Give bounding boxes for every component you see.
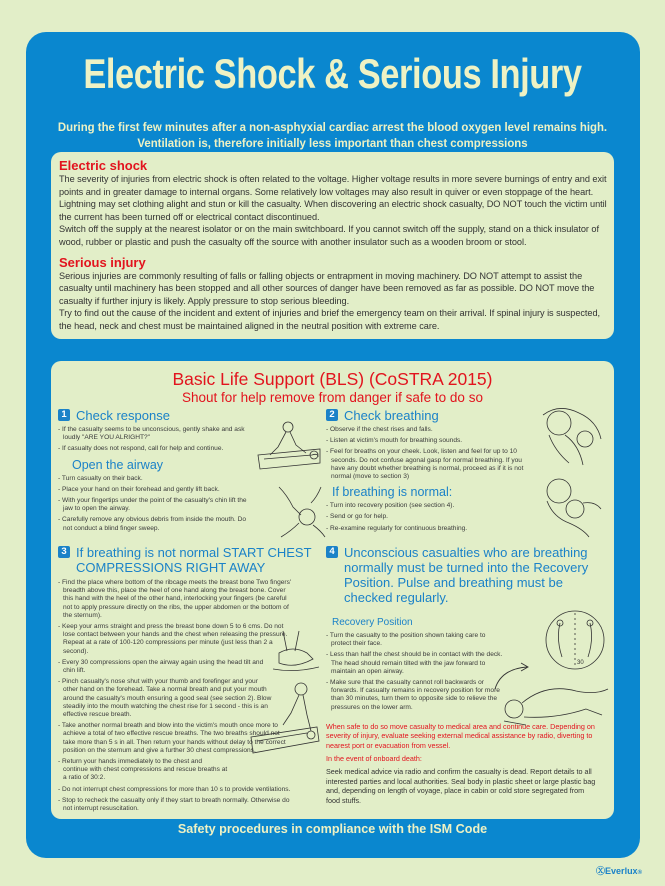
- step-4-sub-item: - Make sure that the casualty cannot roll backwards or forwards. If casualty remains in recovery position for more than 30 minutes, turn them to opposite side to relieve the pressures on the lower arm.: [326, 679, 506, 712]
- intro-text: [27, 119, 639, 151]
- serious-injury-para-1: Serious injuries are commonly resulting of falls or falling objects or entrapment in moving machinery. DO NOT attempt to assist the casualty until machinery has been stopped and all other sources of danger have been removed as far as possible. DO NOT move the casualty if further injury is likely. Apply pressure to stop serious bleeding.: [59, 270, 595, 306]
- death-heading: In the event of onboard death:: [326, 754, 422, 764]
- step-2-item: - Feel for breaths on your cheek. Look, listen and feel for up to 10 seconds. Do not confuse agonal gasp for normal breathing. If you have any doubt whether breathing is normal, proceed as if it is not normal (move to section 3): [326, 448, 536, 481]
- check-breathing-illustration: [539, 405, 605, 469]
- recovery-dial-illustration: [544, 609, 606, 671]
- step-3-item: - Do not interrupt chest compressions for more than 10 s to provide ventilations.: [58, 786, 293, 794]
- brand-logo: [596, 864, 642, 877]
- step-3-badge: 3: [58, 546, 70, 558]
- page-title: Electric Shock & Serious Injury: [83, 50, 582, 97]
- step-3-item: - Every 30 compressions open the airway again using the head tilt and chin lift.: [58, 659, 273, 675]
- step-1-item: - If casualty does not respond, call for help and continue.: [58, 445, 248, 453]
- step-3-item: - Keep your arms straight and press the breast bone down 5 to 6 cms. Do not lose contact between your hands and the chest when releasing the pressure. Repeat at a rate of 100-120 compressions per minute (just less than 2 a second).: [58, 623, 293, 656]
- bls-panel: [51, 361, 614, 819]
- step-2-item: - Listen at victim's mouth for breathing sounds.: [326, 437, 536, 445]
- step-3-item: - Take another normal breath and blow into the victim's mouth once more to achieve a total of two effective rescue breaths. The two breaths should not take more than 5 s in all. Then return your hands without delay to the correct position on the sternum and give a further 30 chest compressions.: [58, 722, 293, 755]
- intro-line-2: Ventilation is, therefore initially less important than chest compressions: [137, 136, 528, 150]
- registered-mark: ®: [637, 870, 642, 876]
- electric-shock-section: [59, 158, 609, 249]
- step-2-sub-item: - Turn into recovery position (see section 4).: [326, 502, 536, 510]
- cpr-illustration: [247, 679, 321, 763]
- electric-shock-para-2: Switch off the supply at the nearest isolator or on the main switchboard. If you cannot switch off the supply, stand on a thick insulator of wood, rubber or plastic and push the casualty off the source with another insulator such as a wooden broom or stool.: [59, 224, 599, 247]
- recovery-position-illustration: [496, 679, 611, 729]
- step-2-item: - Observe if the chest rises and falls.: [326, 426, 536, 434]
- step-1-sub-item: - Turn casualty on their back.: [58, 475, 248, 483]
- care-note: When safe to do so move casualty to medical area and continue care. Depending on severity of injury, evaluate seeking external medical assistance by radio, diverting to nearest port or evacuation from vessel.: [326, 721, 595, 750]
- serious-injury-para-2: Try to find out the cause of the incident and extent of injuries and brief the emergency team on their arrival. If spinal injury is suspected, the head, neck and chest must be maintained aligned in the neutral position with extreme care.: [59, 308, 601, 331]
- everlux-logo-icon: Ⓧ: [596, 866, 606, 876]
- step-3-item: - Return your hands immediately to the chest and continue with chest compressions and rescue breaths at a ratio of 30:2.: [58, 758, 228, 783]
- footer-text: Safety procedures in compliance with the ISM Code: [177, 822, 488, 836]
- brand-name: Everlux: [605, 866, 638, 876]
- dial-label: 30: [577, 660, 584, 666]
- step-4-badge: 4: [326, 546, 338, 558]
- breathing-check-illustration: [539, 477, 605, 539]
- step-1-check-response: [58, 408, 248, 536]
- serious-injury-section: [59, 255, 609, 333]
- step-1-subheading: Open the airway: [72, 457, 164, 472]
- step-2-sub-item: - Send or go for help.: [326, 513, 536, 521]
- open-airway-illustration: [277, 485, 327, 539]
- step-2-sub-item: - Re-examine regularly for continuous breathing.: [326, 525, 536, 533]
- step-3-item: - Stop to recheck the casualty only if they start to breath normally. Otherwise do not interrupt resuscitation.: [58, 797, 293, 813]
- step-4-sub-item: - Less than half the chest should be in contact with the deck. The head should remain tilted with the jaw forward to maintain an open airway.: [326, 651, 506, 676]
- step-1-sub-item: - Carefully remove any obvious debris from inside the mouth. Do not conduct a blind finger sweep.: [58, 516, 248, 532]
- step-1-heading: Check response: [76, 408, 170, 423]
- check-response-illustration: [256, 419, 322, 479]
- step-1-sub-item: - With your fingertips under the point of the casualty's chin lift the jaw to open the airway.: [58, 497, 248, 513]
- step-1-sub-item: - Place your hand on their forehead and gently lift back.: [58, 486, 248, 494]
- death-text: Seek medical advice via radio and confirm the casualty is dead. Report details to all interested parties and local authorities. Seal body in plastic sheet or large plastic bag and, depending on length of voyage, place in cabin or cold store segregated from food stuffs.: [326, 767, 596, 805]
- step-4-heading: Unconscious casualties who are breathing normally must be turned into the Recovery Position. Pulse and breathing must be checked regularly.: [344, 545, 589, 605]
- step-1-item: - If the casualty seems to be unconscious, gently shake and ask loudly "ARE YOU ALRIGHT?": [58, 426, 248, 442]
- serious-injury-heading: Serious injury: [59, 254, 146, 270]
- electric-shock-para-1: The severity of injuries from electric shock is often related to the voltage. Higher voltage results in more severe burnings of entry and exit points and in greater damage to internal organs. Some relatively low voltages may also result in quiver or even stoppage of the heart. Lightning may set clothing alight and stun or kill the casualty. When discovering an electric shock casualty, DO NOT touch the victim until the current has been turned off or electrical contact discontinued.: [59, 174, 607, 222]
- step-3-item: - Pinch casualty's nose shut with your thumb and forefinger and your other hand on the forehead. Take a normal breath and put your mouth around the casualty's mouth ensuring a good seal (see section 2). Blow steadily into the mouth watching the chest rise for 1 second - this is an effective rescue breath.: [58, 678, 273, 719]
- electric-shock-heading: Electric shock: [59, 158, 148, 173]
- bls-subtitle: Shout for help remove from danger if safe to do so: [182, 390, 483, 405]
- step-2-heading: Check breathing: [344, 408, 439, 423]
- step-4-subheading: Recovery Position: [332, 617, 413, 628]
- info-panel: [51, 152, 614, 339]
- step-3-heading: If breathing is not normal START CHEST COMPRESSIONS RIGHT AWAY: [76, 545, 312, 575]
- step-4-recovery-position: [326, 545, 611, 805]
- intro-line-1: During the first few minutes after a non-asphyxial cardiac arrest the blood oxygen level remains high.: [57, 120, 608, 134]
- step-1-badge: 1: [58, 409, 70, 421]
- step-4-sub-item: - Turn the casualty to the position shown taking care to protect their face.: [326, 632, 506, 648]
- hand-position-illustration: [273, 629, 319, 675]
- step-2-check-breathing: [326, 408, 536, 536]
- step-2-badge: 2: [326, 409, 338, 421]
- step-3-item: - Find the place where bottom of the ribcage meets the breast bone Two fingers' breadth above this, place the heel of one hand along the breast bone. Cover this hand with the heel of the other hand, interlocking your fingers (be careful not to apply pressure directly on the ribs, the upper abdomen or the bottom of the sternum).: [58, 579, 293, 620]
- step-2-subheading: If breathing is normal:: [332, 485, 453, 500]
- care-note-block: [326, 722, 596, 805]
- bls-title: Basic Life Support (BLS) (CoSTRA 2015): [172, 369, 493, 389]
